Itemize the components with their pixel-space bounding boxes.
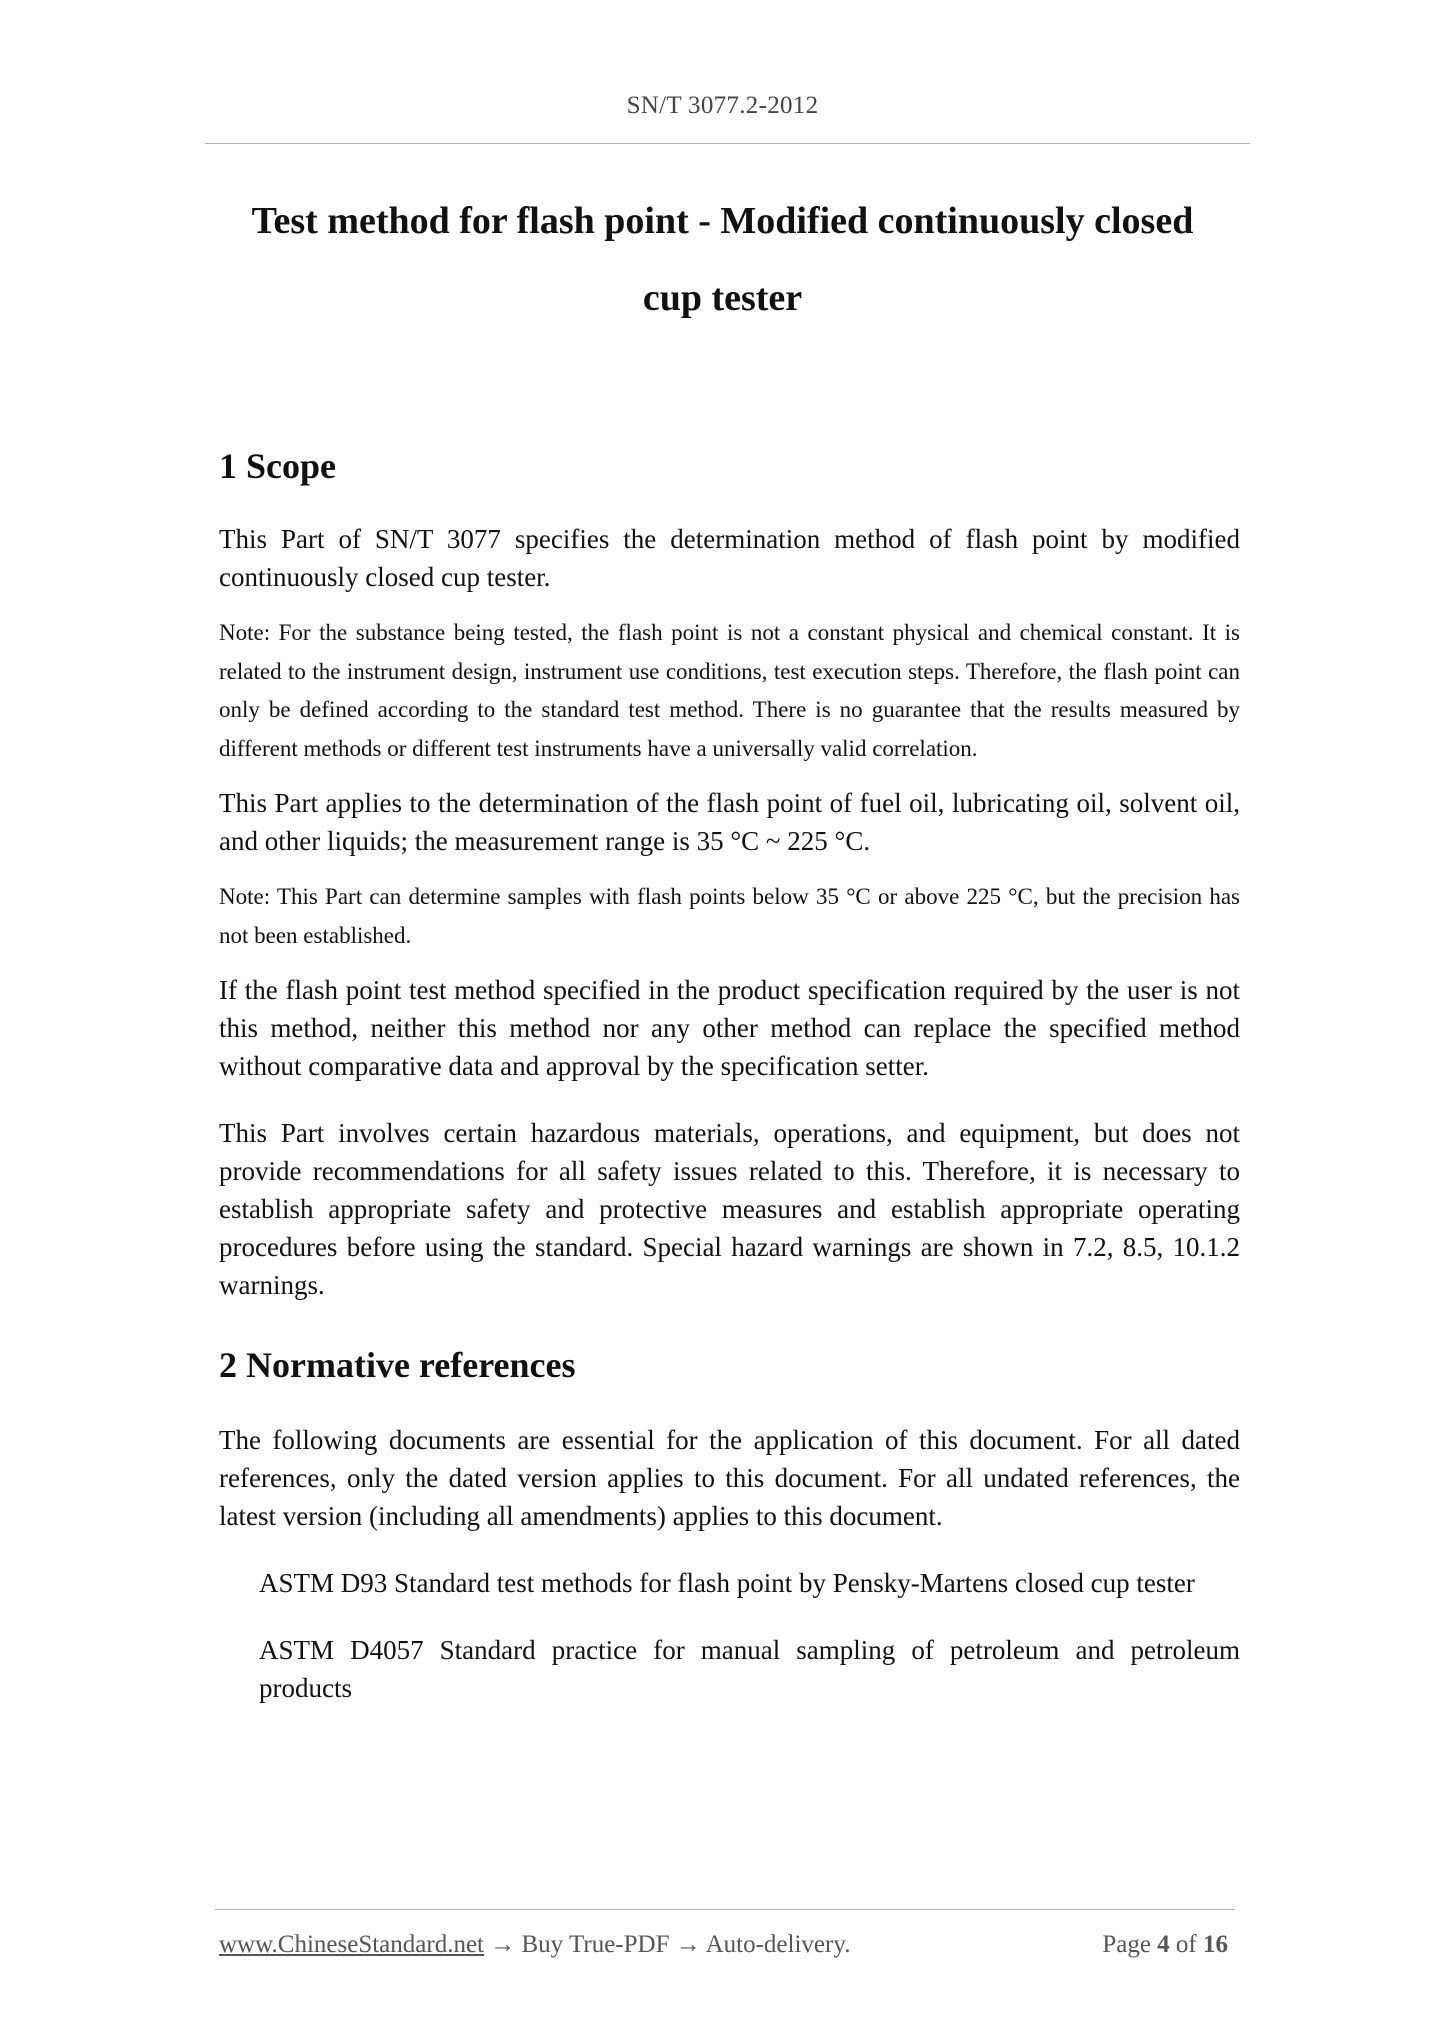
- header-divider: [205, 143, 1250, 144]
- scope-note-2: Note: This Part can determine samples with flash points below 35 °C or above 225 °C, but the precision has not been established.: [219, 884, 1240, 948]
- document-title-line-2: cup tester: [642, 277, 803, 319]
- document-title-line-1: Test method for flash point - Modified continuously closed: [251, 200, 1194, 242]
- reference-item-astm-d93: ASTM D93 Standard test methods for flash point by Pensky-Martens closed cup tester: [259, 1568, 1195, 1598]
- header-standard-code: SN/T 3077.2-2012: [626, 92, 819, 119]
- page-word: Page: [1102, 1931, 1151, 1958]
- scope-note-1: Note: For the substance being tested, the flash point is not a constant physical and chemical constant. It is related to the instrument design, instrument use conditions, test execution steps. Therefore, the flash point can only be defined according to the standard test method. There is no guarantee that the results measured by different methods or different test instruments have a universally valid correlation.: [219, 620, 1240, 761]
- scope-paragraph-4: This Part involves certain hazardous materials, operations, and equipment, but does not provide recommendations for all safety issues related to this. Therefore, it is necessary to establish appropriate safety and protective measures and establish appropriate operating procedures before using the standard. Special hazard warnings are shown in 7.2, 8.5, 10.1.2 warnings.: [219, 1118, 1240, 1300]
- document-title: [215, 183, 1230, 337]
- footer-divider: [215, 1909, 1235, 1910]
- scope-paragraph-1: This Part of SN/T 3077 specifies the determination method of flash point by modified continuously closed cup tester.: [219, 524, 1240, 592]
- current-page-number: 4: [1157, 1931, 1170, 1958]
- page-indicator: [1102, 1931, 1228, 1959]
- section-heading-normative-references: 2 Normative references: [219, 1345, 576, 1385]
- references-intro-paragraph: The following documents are essential for the application of this document. For all dated references, only the dated version applies to this document. For all undated references, the latest version (including all amendments) applies to this document.: [219, 1425, 1240, 1531]
- section-heading-scope: 1 Scope: [219, 446, 336, 486]
- scope-paragraph-3: If the flash point test method specified in the product specification required by the user is not this method, neither this method nor any other method can replace the specified method without comparative data and approval by the specification setter.: [219, 975, 1240, 1081]
- footer-promo: [219, 1931, 850, 1959]
- total-pages-number: 16: [1203, 1931, 1228, 1958]
- document-body: [219, 436, 1240, 1707]
- reference-item-astm-d4057: ASTM D4057 Standard practice for manual sampling of petroleum and petroleum products: [259, 1635, 1240, 1703]
- scope-paragraph-2: This Part applies to the determination of the flash point of fuel oil, lubricating oil, solvent oil, and other liquids; the measurement range is 35 °C ~ 225 °C.: [219, 788, 1240, 856]
- footer-promo-text: → Buy True-PDF → Auto-delivery.: [484, 1931, 851, 1958]
- site-link[interactable]: www.ChineseStandard.net: [219, 1931, 484, 1958]
- of-word: of: [1175, 1931, 1197, 1958]
